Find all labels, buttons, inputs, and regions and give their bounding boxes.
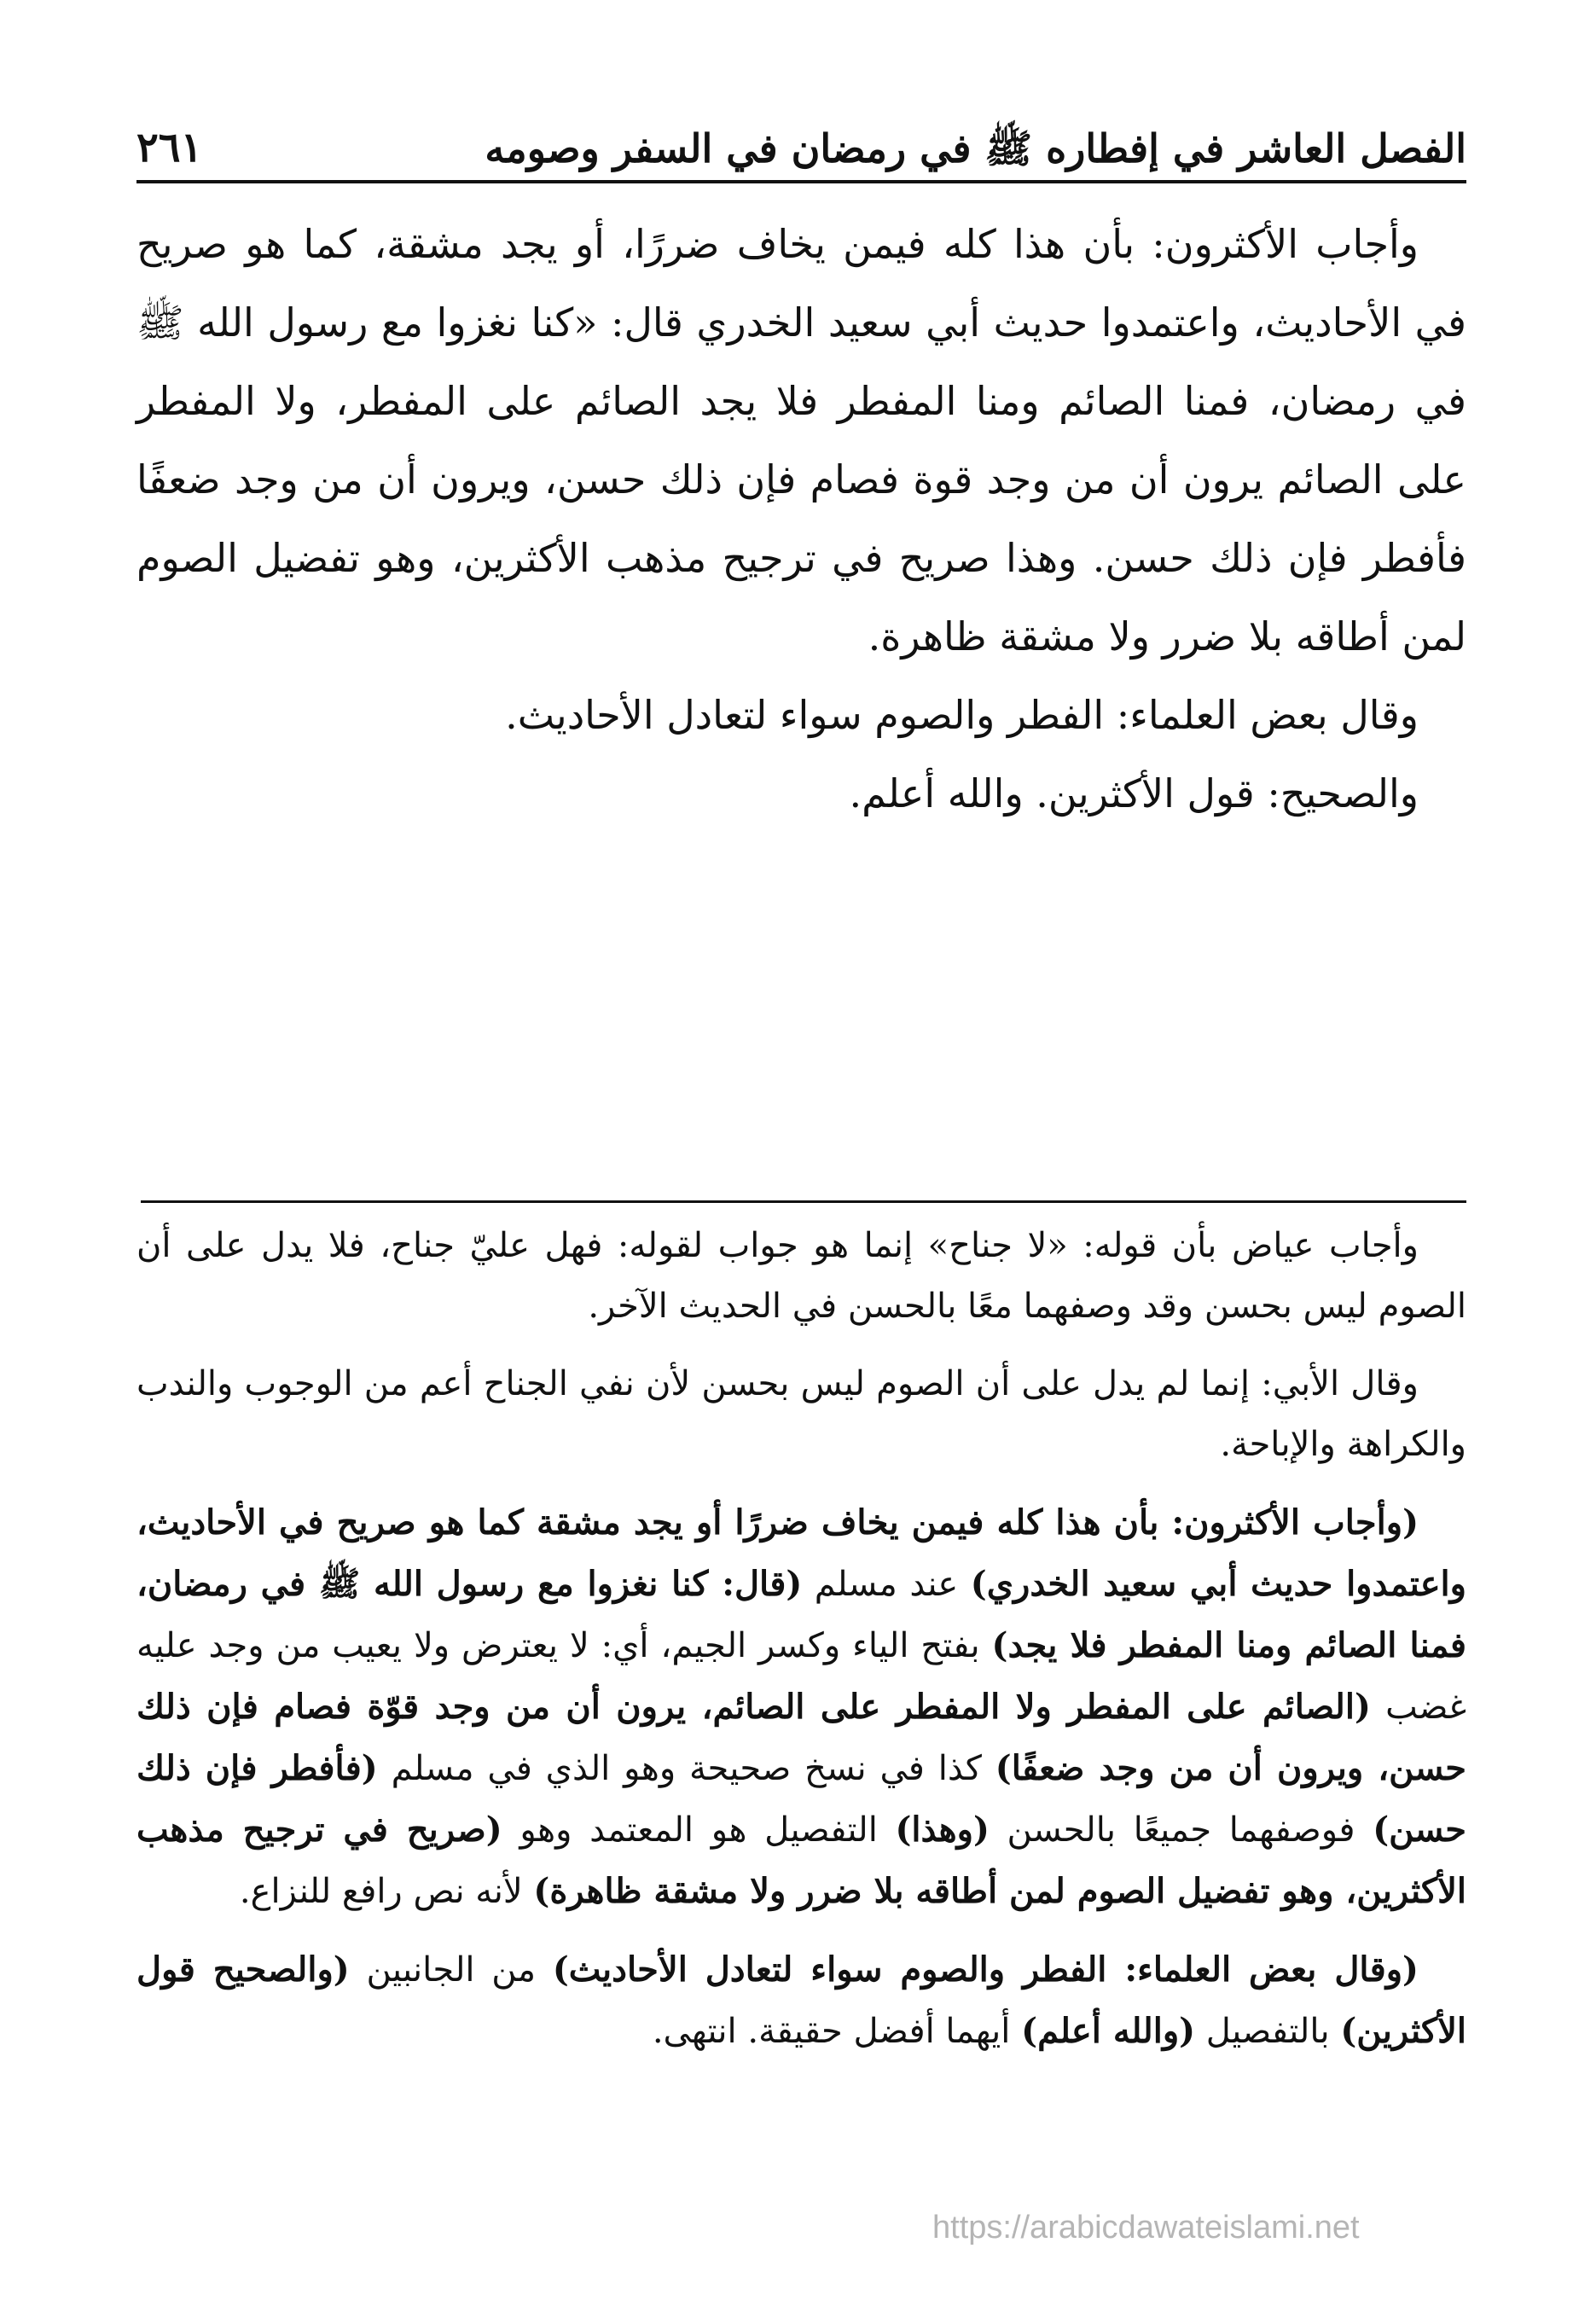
quoted-text: (قال: كنا نغزوا مع رسول الله ﷺ في رمضان، فمنا الصائم ومنا المفطر فلا يجد) [136, 1564, 1467, 1665]
quoted-text: (والله أعلم) [1021, 2011, 1196, 2051]
quoted-text: (الصائم على المفطر ولا المفطر على الصائم، يرون أن من وجد قوّة فصام فإن ذلك حسن، ويرون أن من وجد ضعفًا) [136, 1687, 1467, 1788]
commentary-paragraph-2: وقال الأبي: إنما لم يدل على أن الصوم ليس بحسن لأن نفي الجناح أعم من الوجوب والندب والكراهة والإباحة. [136, 1364, 1466, 1464]
page-number: ٢٦١ [136, 124, 203, 171]
comment-text: كذا في نسخ صحيحة وهو الذي في مسلم [377, 1749, 995, 1788]
commentary-paragraph-3 [136, 1492, 1466, 1922]
comment-text: بفتح الياء وكسر الجيم، أي: لا يعترض ولا يعيب من وجد عليه غضب [136, 1626, 1466, 1727]
comment-text: فوصفهما جميعًا بالحسن [989, 1810, 1373, 1850]
commentary-paragraph-4 [136, 1939, 1466, 2062]
watermark-url: https://arabicdawateislami.net [932, 2210, 1360, 2246]
comment-text: التفصيل هو المعتمد وهو [502, 1810, 896, 1850]
main-text [136, 205, 1466, 833]
chapter-title: الفصل العاشر في إفطاره ﷺ في رمضان في السفر وصومه [485, 125, 1466, 171]
comment-text: بالتفصيل [1195, 2012, 1341, 2051]
running-header [136, 102, 1466, 183]
commentary [136, 1216, 1466, 2079]
main-paragraph-3: والصحيح: قول الأكثرين. والله أعلم. [849, 770, 1419, 816]
quoted-text: (وقال بعض العلماء: الفطر والصوم سواء لتعادل الأحاديث) [552, 1949, 1419, 1990]
quoted-text: (والصحيح قول الأكثرين) [136, 1949, 1466, 2051]
comment-text: أيهما أفضل حقيقة. انتهى. [652, 2012, 1022, 2051]
quoted-text: (وهذا) [895, 1810, 990, 1850]
quoted-text: (وأجاب الأكثرون: بأن هذا كله فيمن يخاف ضررًا أو يجد مشقة كما هو صريح في الأحاديث، واعتمدوا حديث أبي سعيد الخدري) [136, 1502, 1466, 1604]
commentary-paragraph-1: وأجاب عياض بأن قوله: «لا جناح» إنما هو جواب لقوله: فهل عليّ جناح، فلا يدل على أن الصوم ليس بحسن وقد وصفهما معًا بالحسن في الحديث الآخر. [136, 1226, 1466, 1326]
comment-text: من الجانبين [349, 1950, 553, 1990]
main-paragraph-2: وقال بعض العلماء: الفطر والصوم سواء لتعادل الأحاديث. [505, 692, 1419, 738]
main-paragraph-1: وأجاب الأكثرون: بأن هذا كله فيمن يخاف ضررًا، أو يجد مشقة، كما هو صريح في الأحاديث، واعتمدوا حديث أبي سعيد الخدري قال: «كنا نغزوا مع رسول الله ﷺ في رمضان، فمنا الصائم ومنا المفطر فلا يجد الصائم على المفطر، ولا المفطر على الصائم يرون أن من وجد قوة فصام فإن ذلك حسن، ويرون أن من وجد ضعفًا فأفطر فإن ذلك حسن. وهذا صريح في ترجيح مذهب الأكثرين، وهو تفضيل الصوم لمن أطاقه بلا ضرر ولا مشقة ظاهرة. [136, 221, 1466, 659]
comment-text: لأنه نص رافع للنزاع. [239, 1872, 534, 1911]
quoted-text: (فأفطر فإن ذلك حسن) [136, 1748, 1467, 1850]
footnote-separator [141, 1200, 1466, 1203]
quoted-text: (صريح في ترجيح مذهب الأكثرين، وهو تفضيل الصوم لمن أطاقه بلا ضرر ولا مشقة ظاهرة) [136, 1810, 1466, 1911]
comment-text: عند مسلم [802, 1565, 971, 1604]
